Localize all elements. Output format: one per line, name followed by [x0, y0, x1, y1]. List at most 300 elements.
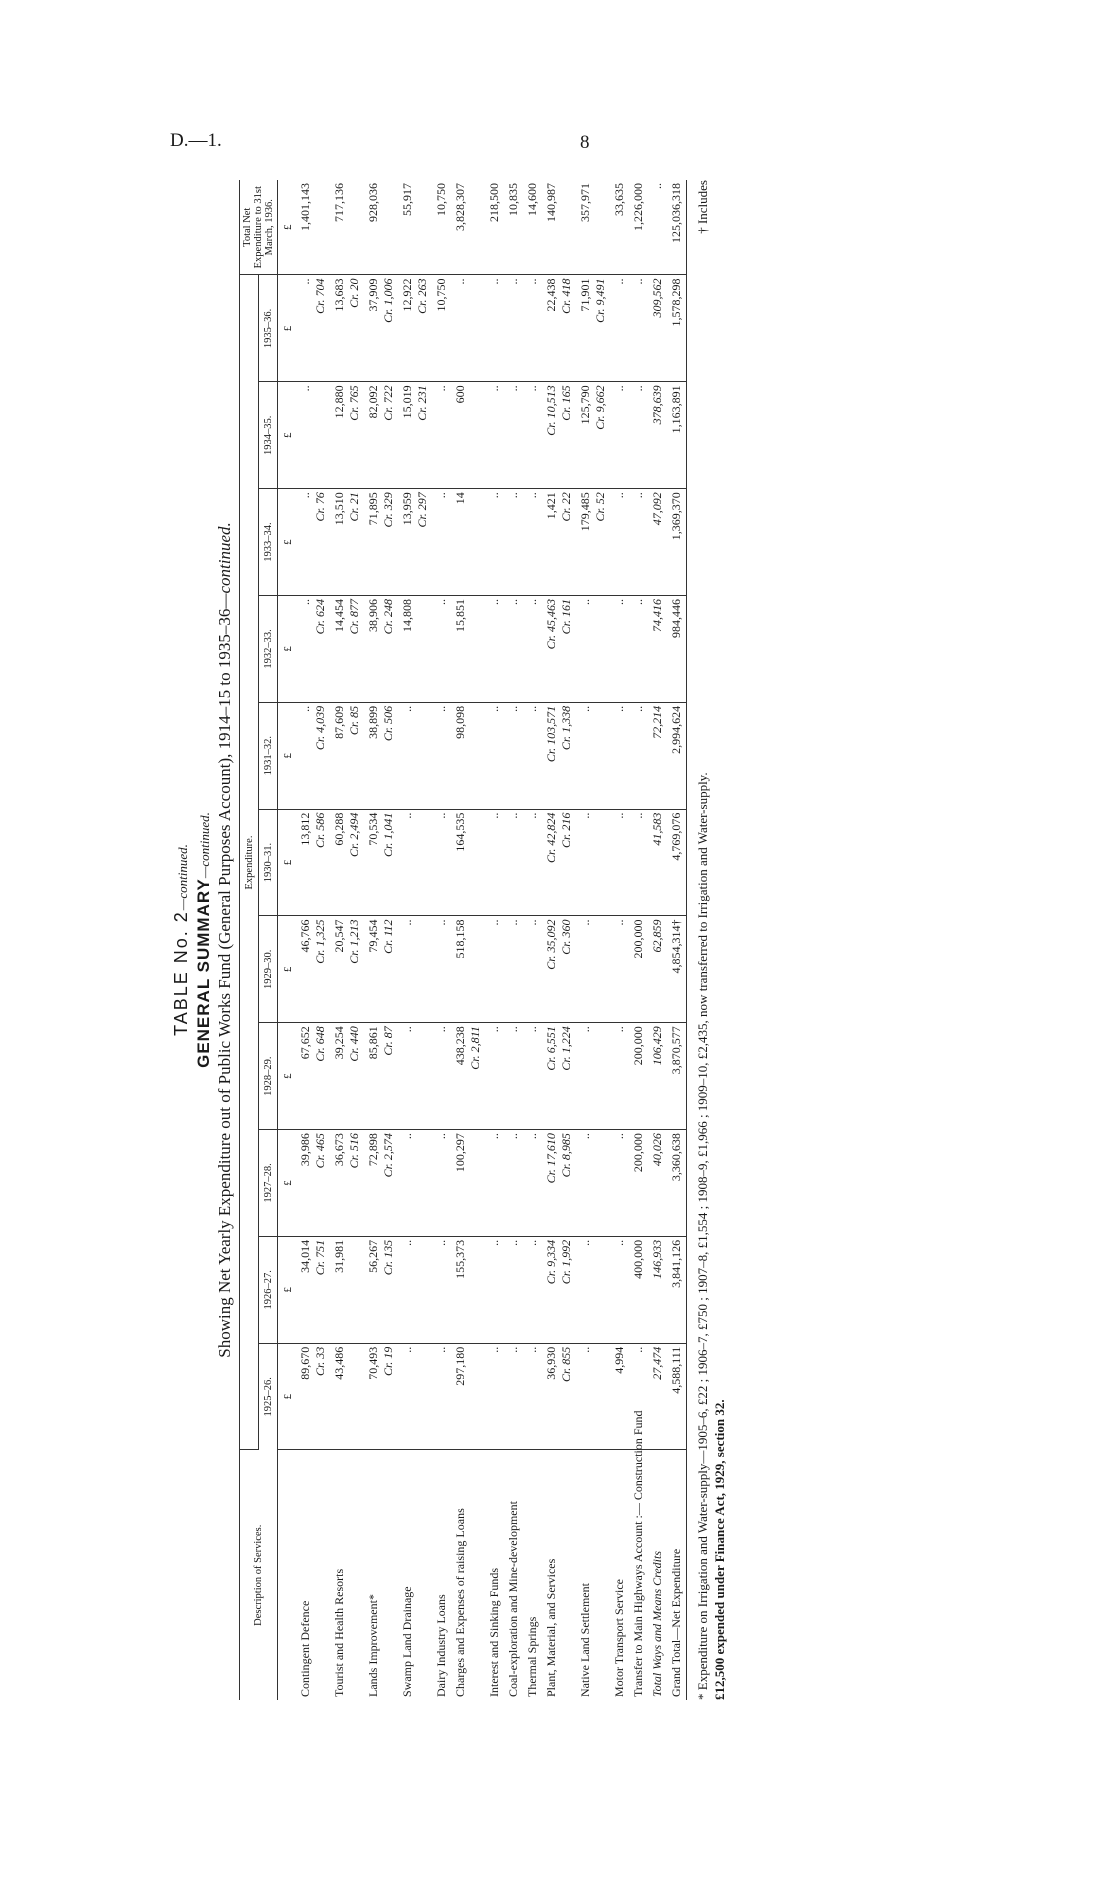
expenditure-value: 100,297	[453, 1133, 467, 1173]
credit-value: Cr. 2,574	[381, 1133, 395, 1178]
expenditure-cell	[523, 275, 542, 382]
footnotes	[695, 180, 729, 1700]
expenditure-cell	[432, 702, 451, 809]
expenditure-cell	[485, 702, 504, 809]
expenditure-cell	[432, 1130, 451, 1237]
expenditure-cell	[485, 809, 504, 916]
credit-value: Cr. 161	[559, 599, 573, 635]
expenditure-value: ..	[487, 1239, 501, 1246]
grand-total-row-total: 125,036,318	[667, 180, 687, 275]
summary-title: GENERAL SUMMARY—continued.	[193, 812, 213, 1068]
expenditure-cell	[451, 809, 485, 916]
credit-value: Cr. 1,992	[559, 1239, 573, 1285]
expenditure-cell	[398, 596, 432, 703]
credit-value: Cr. 33	[313, 1346, 327, 1377]
expenditure-value: ..	[487, 1346, 501, 1353]
expenditure-value: 36,673	[332, 1133, 346, 1167]
expenditure-cell	[330, 489, 364, 596]
expenditure-cell	[485, 1023, 504, 1130]
expenditure-value: ..	[631, 278, 645, 285]
year-header: 1931–32.	[259, 702, 278, 809]
expenditure-value: ..	[298, 385, 312, 392]
expenditure-value: 155,373	[453, 1239, 467, 1279]
expenditure-cell	[576, 382, 610, 489]
expenditure-cell	[542, 809, 576, 916]
expenditure-value: ..	[434, 705, 448, 712]
expenditure-cell	[432, 1023, 451, 1130]
expenditure-cell	[504, 1343, 523, 1450]
expenditure-value: 13,683	[332, 278, 346, 312]
expenditure-value: 87,609	[332, 705, 346, 739]
expenditure-value: ..	[631, 812, 645, 819]
expenditure-value: ..	[487, 1133, 501, 1140]
expenditure-cell	[398, 1343, 432, 1450]
credit-value: Cr. 586	[313, 812, 327, 848]
expenditure-cell	[364, 1343, 398, 1450]
table-row	[576, 180, 610, 1700]
expenditure-value: 22,438	[544, 278, 558, 312]
expenditure-value: ..	[578, 1346, 592, 1353]
expenditure-value: ..	[400, 1239, 414, 1246]
expenditure-value: ..	[400, 919, 414, 926]
expenditure-value: 98,098	[453, 705, 467, 739]
currency-symbol: £	[278, 180, 297, 275]
expenditure-value: 43,486	[332, 1346, 346, 1380]
expenditure-value: ..	[487, 1026, 501, 1033]
expenditure-value: Cr. 35,092	[544, 919, 558, 970]
expenditure-cell	[296, 916, 330, 1023]
expenditure-value: Cr. 17,610	[544, 1133, 558, 1184]
credit-value: Cr. 231	[415, 385, 429, 421]
expenditure-value: ..	[298, 492, 312, 499]
expenditure-value: 20,547	[332, 919, 346, 953]
expenditure-cell	[296, 382, 330, 489]
expenditure-value: ..	[506, 919, 520, 926]
expenditure-cell	[576, 809, 610, 916]
expenditure-value: ..	[506, 385, 520, 392]
expenditure-cell	[451, 596, 485, 703]
expenditure-value: 200,000	[631, 919, 645, 959]
expenditure-cell	[296, 1236, 330, 1343]
expenditure-value: Cr. 42,824	[544, 812, 558, 863]
expenditure-value: 89,670	[298, 1346, 312, 1380]
expenditure-cell	[451, 382, 485, 489]
expenditure-cell	[523, 1130, 542, 1237]
expenditure-cell	[542, 1023, 576, 1130]
grand-total-row-value: 4,588,111	[667, 1343, 687, 1450]
expenditure-cell	[296, 275, 330, 382]
expenditure-cell	[576, 916, 610, 1023]
expenditure-value: 37,909	[366, 278, 380, 312]
year-header: 1928–29.	[259, 1023, 278, 1130]
total-cell: 14,600	[523, 180, 542, 275]
expenditure-value: ..	[487, 278, 501, 285]
expenditure-value: ..	[400, 705, 414, 712]
expenditure-value: 297,180	[453, 1346, 467, 1386]
expenditure-value: ..	[525, 1239, 539, 1246]
credit-value: Cr. 704	[313, 278, 327, 314]
credit-value: Cr. 21	[347, 492, 361, 522]
expenditure-value: 85,861	[366, 1026, 380, 1060]
expenditure-cell	[523, 489, 542, 596]
service-name-text: Dairy Industry Loans	[434, 1594, 448, 1697]
expenditure-value: 600	[453, 385, 467, 404]
expenditure-cell	[451, 1023, 485, 1130]
expenditure-cell	[610, 489, 629, 596]
expenditure-cell	[364, 1236, 398, 1343]
expenditure-value: ..	[525, 385, 539, 392]
expenditure-cell	[610, 1236, 629, 1343]
service-name	[330, 1450, 364, 1700]
expenditure-value: ..	[578, 1133, 592, 1140]
expenditure-value: ..	[434, 1026, 448, 1033]
expenditure-value: ..	[631, 599, 645, 605]
expenditure-cell	[610, 382, 629, 489]
year-header: 1927–28.	[259, 1130, 278, 1237]
expenditure-cell	[629, 489, 648, 596]
service-name-text: Plant, Material, and Services	[544, 1558, 558, 1697]
total-cell: 218,500	[485, 180, 504, 275]
credit-value: Cr. 506	[381, 705, 395, 742]
service-name	[523, 1450, 542, 1700]
credit-value: Cr. 1,338	[559, 705, 573, 751]
expenditure-value: ..	[400, 1346, 414, 1353]
expenditure-value: ..	[612, 1239, 626, 1246]
expenditure-value: 15,851	[453, 599, 467, 632]
expenditure-value: ..	[506, 1026, 520, 1033]
expenditure-cell	[296, 809, 330, 916]
rotated-table-page	[170, 180, 1030, 1700]
expenditure-value: ..	[612, 1133, 626, 1140]
expenditure-value: ..	[434, 385, 448, 392]
footnote-dagger-label: † Includes	[695, 180, 710, 234]
service-name	[542, 1450, 576, 1700]
expenditure-cell	[610, 1130, 629, 1237]
expenditure-header: Expenditure.	[240, 275, 259, 1450]
expenditure-cell	[504, 382, 523, 489]
expenditure-cell	[576, 275, 610, 382]
expenditure-value: ..	[578, 599, 592, 605]
currency-symbol: £	[278, 916, 297, 1023]
total-cell: 1,401,143	[296, 180, 330, 275]
expenditure-value: 38,899	[366, 705, 380, 739]
expenditure-cell	[523, 916, 542, 1023]
currency-symbol: £	[278, 382, 297, 489]
expenditure-value: ..	[400, 1026, 414, 1033]
expenditure-cell	[432, 1236, 451, 1343]
expenditure-value: ..	[612, 599, 626, 605]
expenditure-value: 39,986	[298, 1133, 312, 1167]
service-name-text: Charges and Expenses of raising Loans	[453, 1508, 467, 1697]
expenditure-cell	[398, 275, 432, 382]
credit-value: Cr. 8,985	[559, 1133, 573, 1178]
expenditure-cell	[364, 275, 398, 382]
expenditure-value: ..	[298, 599, 312, 605]
credit-value: Cr. 9,491	[593, 278, 607, 323]
credit-value: Cr. 263	[415, 278, 429, 314]
expenditure-cell	[576, 596, 610, 703]
expenditure-value: ..	[487, 385, 501, 392]
credit-value: Cr. 465	[313, 1133, 327, 1169]
expenditure-value: ..	[612, 1026, 626, 1033]
ways-means-row-value: 47,092	[648, 489, 667, 596]
total-cell: 357,971	[576, 180, 610, 275]
expenditure-value: 164,535	[453, 812, 467, 852]
service-name	[667, 1450, 687, 1700]
credit-value: Cr. 2,811	[468, 1026, 482, 1070]
table-row	[451, 180, 485, 1700]
ways-means-row-value: 41,583	[648, 809, 667, 916]
expenditure-cell	[330, 702, 364, 809]
expenditure-value: ..	[487, 705, 501, 712]
expenditure-value: Cr. 103,571	[544, 705, 558, 763]
ways-means-row-value: 378,639	[648, 382, 667, 489]
table-row	[432, 180, 451, 1700]
expenditure-value: ..	[487, 599, 501, 605]
expenditure-value: 46,766	[298, 919, 312, 953]
expenditure-cell	[364, 596, 398, 703]
expenditure-cell	[364, 382, 398, 489]
expenditure-cell	[296, 489, 330, 596]
expenditure-value: ..	[612, 492, 626, 499]
footnote-star: * Expenditure on Irrigation and Water-supply—1905–6, £22 ; 1906–7, £750 ; 1907–8, £1,554 ; 1908–9, £1,966 ; 1909–10, £2,435, now transferred to Irrigation and Water-supply.	[695, 772, 710, 1700]
expenditure-value: 14,454	[332, 599, 346, 632]
expenditure-value: ..	[487, 492, 501, 499]
expenditure-cell	[542, 596, 576, 703]
expenditure-value: ..	[631, 492, 645, 499]
expenditure-value: ..	[298, 705, 312, 712]
currency-symbol: £	[278, 1130, 297, 1237]
expenditure-cell	[610, 1343, 629, 1450]
service-name	[576, 1450, 610, 1700]
expenditure-cell	[504, 1236, 523, 1343]
service-name-text: Transfer to Main Highways Account :— Construction Fund	[631, 1410, 645, 1697]
expenditure-cell	[504, 809, 523, 916]
table-row	[364, 180, 398, 1700]
service-name	[648, 1450, 667, 1700]
expenditure-cell	[432, 1343, 451, 1450]
expenditure-value: ..	[525, 919, 539, 926]
expenditure-value: ..	[631, 385, 645, 392]
service-name-text: Lands Improvement*	[366, 1594, 380, 1697]
credit-value: Cr. 1,224	[559, 1026, 573, 1071]
credit-value: Cr. 855	[559, 1346, 573, 1383]
expenditure-cell	[485, 1236, 504, 1343]
expenditure-cell	[432, 382, 451, 489]
expenditure-cell	[504, 1130, 523, 1237]
expenditure-value: ..	[525, 812, 539, 819]
ways-means-row	[648, 180, 667, 1700]
expenditure-cell	[451, 1236, 485, 1343]
expenditure-cell	[523, 596, 542, 703]
expenditure-cell	[610, 916, 629, 1023]
expenditure-cell	[485, 1343, 504, 1450]
year-header: 1930–31.	[259, 809, 278, 916]
expenditure-cell	[296, 1023, 330, 1130]
service-name-text: Coal-exploration and Mine-development	[506, 1501, 520, 1697]
expenditure-value: ..	[434, 812, 448, 819]
credit-value: Cr. 624	[313, 599, 327, 635]
expenditure-cell	[485, 275, 504, 382]
table-row	[330, 180, 364, 1700]
expenditure-value: 13,510	[332, 492, 346, 526]
service-name-text: Native Land Settlement	[578, 1583, 592, 1697]
expenditure-cell	[629, 1023, 648, 1130]
expenditure-value: ..	[453, 278, 467, 285]
credit-value: Cr. 87	[381, 1026, 395, 1056]
expenditure-value: 15,019	[400, 385, 414, 419]
currency-symbol: £	[278, 489, 297, 596]
expenditure-value: ..	[578, 1239, 592, 1246]
service-name-text: Contingent Defence	[298, 1600, 312, 1697]
credit-value: Cr. 165	[559, 385, 573, 421]
expenditure-cell	[451, 1130, 485, 1237]
credit-value: Cr. 52	[593, 492, 607, 522]
expenditure-cell	[629, 702, 648, 809]
expenditure-value: 71,895	[366, 492, 380, 526]
expenditure-value: ..	[631, 1346, 645, 1353]
currency-symbol: £	[278, 1023, 297, 1130]
grand-total-row-value: 3,870,577	[667, 1023, 687, 1130]
credit-value: Cr. 1,006	[381, 278, 395, 323]
expenditure-cell	[330, 1023, 364, 1130]
expenditure-cell	[542, 702, 576, 809]
expenditure-value: 12,880	[332, 385, 346, 419]
expenditure-value: 71,901	[578, 278, 592, 312]
expenditure-cell	[364, 702, 398, 809]
expenditure-cell	[504, 702, 523, 809]
service-name-text: Total Ways and Means Credits	[650, 1550, 664, 1697]
credit-value: Cr. 360	[559, 919, 573, 955]
expenditure-value: 13,959	[400, 492, 414, 526]
currency-symbol: £	[278, 1343, 297, 1450]
expenditure-cell	[629, 596, 648, 703]
expenditure-value: ..	[506, 1133, 520, 1140]
expenditure-cell	[485, 596, 504, 703]
expenditure-cell	[542, 275, 576, 382]
service-name	[629, 1410, 648, 1700]
table-row	[296, 180, 330, 1700]
year-header: 1925–26.	[259, 1343, 278, 1450]
expenditure-value: 60,288	[332, 812, 346, 846]
service-name	[610, 1450, 629, 1700]
total-cell: 33,635	[610, 180, 629, 275]
expenditure-value: 10,750	[434, 278, 448, 312]
expenditure-value: 39,254	[332, 1026, 346, 1060]
currency-symbol: £	[278, 275, 297, 382]
expenditure-cell	[576, 1343, 610, 1450]
expenditure-cell	[398, 916, 432, 1023]
grand-total-row	[667, 180, 687, 1700]
expenditure-value: 14,808	[400, 599, 414, 632]
expenditure-cell	[576, 489, 610, 596]
currency-symbol: £	[278, 702, 297, 809]
credit-value: Cr. 1,041	[381, 812, 395, 857]
table-row	[610, 180, 629, 1700]
ways-means-row-value: 72,214	[648, 702, 667, 809]
expenditure-value: ..	[434, 492, 448, 499]
expenditure-cell	[542, 1130, 576, 1237]
table-row	[398, 180, 432, 1700]
expenditure-cell	[485, 916, 504, 1023]
expenditure-cell	[485, 382, 504, 489]
ways-means-row-value: 146,933	[648, 1236, 667, 1343]
expenditure-cell	[330, 1130, 364, 1237]
expenditure-cell	[296, 702, 330, 809]
expenditure-value: ..	[525, 278, 539, 285]
total-cell: 3,828,307	[451, 180, 485, 275]
expenditure-cell	[504, 1023, 523, 1130]
ways-means-row-total: ..	[648, 180, 667, 275]
year-header: 1926–27.	[259, 1236, 278, 1343]
expenditure-value: ..	[434, 599, 448, 605]
service-name-text: Tourist and Health Resorts	[332, 1568, 346, 1697]
expenditure-cell	[485, 1130, 504, 1237]
expenditure-value: 12,922	[400, 278, 414, 312]
expenditure-value: ..	[525, 1026, 539, 1033]
grand-total-row-value: 1,163,891	[667, 382, 687, 489]
expenditure-value: ..	[506, 1239, 520, 1246]
credit-value: Cr. 85	[347, 705, 361, 736]
expenditure-value: 179,485	[578, 492, 592, 532]
expenditure-cell	[523, 1343, 542, 1450]
service-name	[485, 1450, 504, 1700]
expenditure-cell	[330, 1343, 364, 1450]
expenditure-cell	[523, 809, 542, 916]
expenditure-cell	[330, 275, 364, 382]
expenditure-value: ..	[400, 812, 414, 819]
expenditure-cell	[364, 1130, 398, 1237]
credit-value: Cr. 751	[313, 1239, 327, 1276]
desc-header: Description of Services.	[240, 1450, 278, 1700]
expenditure-cell	[364, 489, 398, 596]
expenditure-cell	[523, 382, 542, 489]
table-row	[485, 180, 504, 1700]
credit-value: Cr. 877	[347, 599, 361, 635]
expenditure-cell	[296, 1130, 330, 1237]
expenditure-cell	[542, 489, 576, 596]
table-row	[523, 180, 542, 1700]
expenditure-cell	[610, 275, 629, 382]
table-titles	[170, 180, 235, 1700]
total-cell: 1,226,000	[629, 180, 648, 275]
currency-symbol: £	[278, 1236, 297, 1343]
currency-row-label	[278, 1450, 297, 1700]
expenditure-cell	[504, 489, 523, 596]
grand-total-row-value: 2,994,624	[667, 702, 687, 809]
expenditure-value: 70,534	[366, 812, 380, 846]
grand-total-row-value: 1,578,298	[667, 275, 687, 382]
expenditure-value: ..	[525, 1133, 539, 1140]
credit-value: Cr. 440	[347, 1026, 361, 1062]
expenditure-value: ..	[298, 278, 312, 285]
credit-value: Cr. 329	[381, 492, 395, 528]
table-subtitle: Showing Net Yearly Expenditure out of Public Works Fund (General Purposes Account), 1914–15 to 1935–36—continued.	[214, 522, 234, 1358]
credit-value: Cr. 112	[381, 919, 395, 954]
expenditure-value: 13,812	[298, 812, 312, 846]
expenditure-value: 56,267	[366, 1239, 380, 1273]
expenditure-value: ..	[506, 705, 520, 712]
credit-value: Cr. 297	[415, 492, 429, 528]
expenditure-value: ..	[434, 919, 448, 926]
table-row	[629, 180, 648, 1700]
credit-value: Cr. 516	[347, 1133, 361, 1169]
expenditure-value: ..	[487, 919, 501, 926]
expenditure-cell	[542, 1343, 576, 1450]
expenditure-cell	[610, 596, 629, 703]
expenditure-value: ..	[612, 919, 626, 926]
service-name-text: Motor Transport Service	[612, 1579, 626, 1697]
